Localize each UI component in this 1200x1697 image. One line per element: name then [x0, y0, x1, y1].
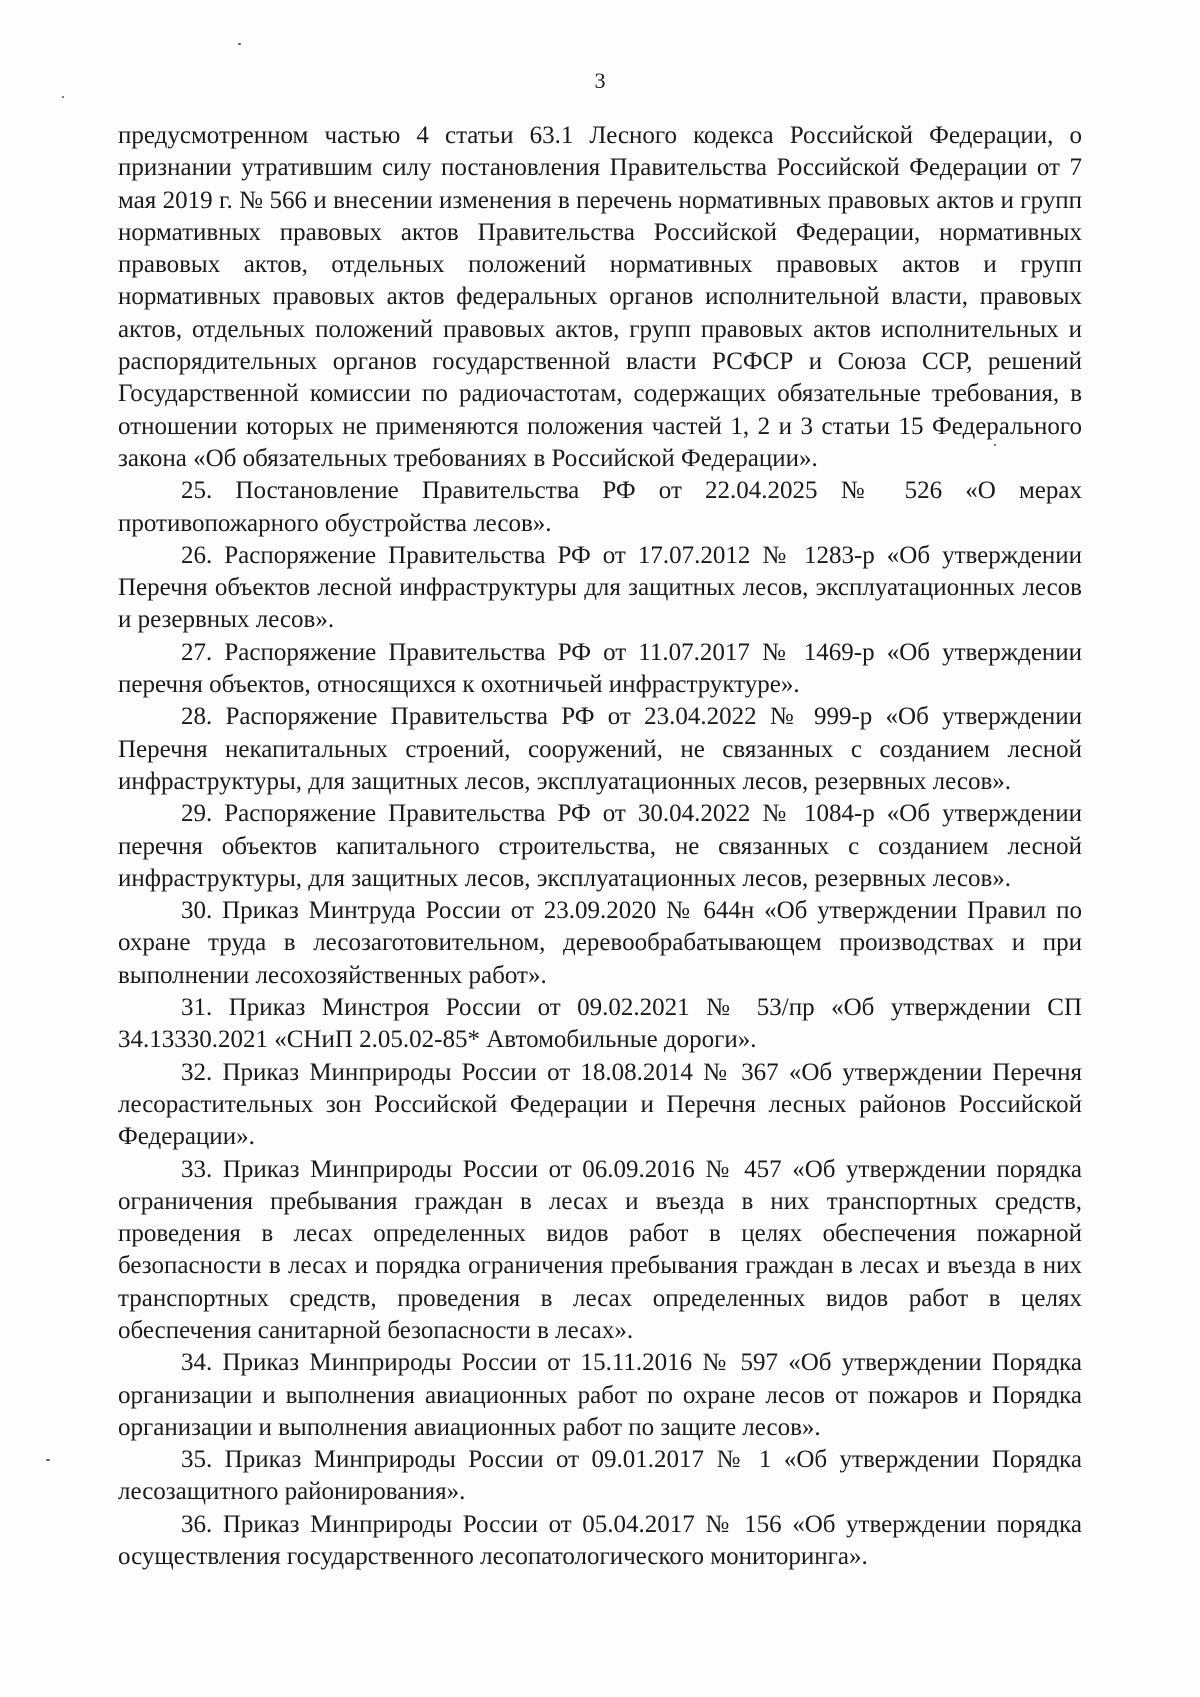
scan-speck — [238, 43, 241, 45]
page-number: 3 — [594, 68, 606, 93]
list-item-27: 27. Распоряжение Правительства РФ от 11.07.2017 № 1469-р «Об утверждении перечня объектов, относящихся к охотничьей инфраструктуре». — [118, 638, 1082, 699]
scan-speck — [994, 444, 996, 446]
list-item-35: 35. Приказ Минприроды России от 09.01.2017 № 1 «Об утверждении Порядка лесозащитного районирования». — [118, 1446, 1082, 1506]
list-item-34: 34. Приказ Минприроды России от 15.11.2016 № 597 «Об утверждении Порядка организации и выполнения авиационных работ по охране лесов от пожаров и Порядка организации и выполнения авиационных работ по защите лесов». — [118, 1349, 1082, 1441]
list-item-29: 29. Распоряжение Правительства РФ от 30.04.2022 № 1084-р «Об утверждении перечня объектов капитального строительства, не связанных с созданием лесной инфраструктуры, для защитных лесов, эксплуатационных лесов, резервных лесов». — [118, 800, 1082, 892]
document-body — [118, 120, 1082, 1573]
list-item-33: 33. Приказ Минприроды России от 06.09.2016 № 457 «Об утверждении порядка ограничения пребывания граждан в лесах и въезда в них транспортных средств, проведения в лесах определенных видов работ в целях обеспечения пожарной безопасности в лесах и порядка ограничения пребывания граждан в лесах и въезда в них транспортных средств, проведения в лесах определенных видов работ в целях обеспечения санитарной безопасности в лесах». — [118, 1155, 1082, 1344]
list-item-32: 32. Приказ Минприроды России от 18.08.2014 № 367 «Об утверждении Перечня лесорастительных зон Российской Федерации и Перечня лесных районов Российской Федерации». — [118, 1058, 1082, 1151]
scan-speck — [46, 1459, 50, 1461]
list-item-30: 30. Приказ Минтруда России от 23.09.2020 № 644н «Об утверждении Правил по охране труда в лесозаготовительном, деревообрабатывающем производствах и при выполнении лесохозяйственных работ». — [118, 897, 1082, 989]
list-item-36: 36. Приказ Минприроды России от 05.04.2017 № 156 «Об утверждении порядка осуществления государственного лесопатологического мониторинга». — [118, 1510, 1082, 1571]
list-item-26: 26. Распоряжение Правительства РФ от 17.07.2012 № 1283-р «Об утверждении Перечня объектов лесной инфраструктуры для защитных лесов, эксплуатационных лесов и резервных лесов». — [118, 541, 1082, 634]
paragraph-continuation: предусмотренном частью 4 статьи 63.1 Лесного кодекса Российской Федерации, о признании утратившим силу постановления Правительства Российской Федерации от 7 мая 2019 г. № 566 и внесении изменения в перечень нормативных правовых актов и групп нормативных правовых актов Правительства Российской Федерации, нормативных правовых актов, отдельных положений нормативных правовых актов и групп нормативных правовых актов федеральных органов исполнительной власти, правовых актов, отдельных положений правовых актов, групп правовых актов исполнительных и распорядительных органов государственной власти РСФСР и Союза ССР, решений Государственной комиссии по радиочастотам, содержащих обязательные требования, в отношении которых не применяются положения частей 1, 2 и 3 статьи 15 Федерального закона «Об обязательных требованиях в Российской Федерации». — [118, 122, 1082, 472]
scan-speck — [62, 96, 64, 98]
list-item-28: 28. Распоряжение Правительства РФ от 23.04.2022 № 999-р «Об утверждении Перечня некапитальных строений, сооружений, не связанных с созданием лесной инфраструктуры, для защитных лесов, эксплуатационных лесов, резервных лесов». — [118, 703, 1082, 795]
list-item-31: 31. Приказ Минстроя России от 09.02.2021 № 53/пр «Об утверждении СП 34.13330.2021 «СНиП 2.05.02-85* Автомобильные дороги». — [118, 994, 1082, 1054]
list-item-25: 25. Постановление Правительства РФ от 22.04.2025 № 526 «О мерах противопожарного обустройства лесов». — [118, 477, 1082, 537]
